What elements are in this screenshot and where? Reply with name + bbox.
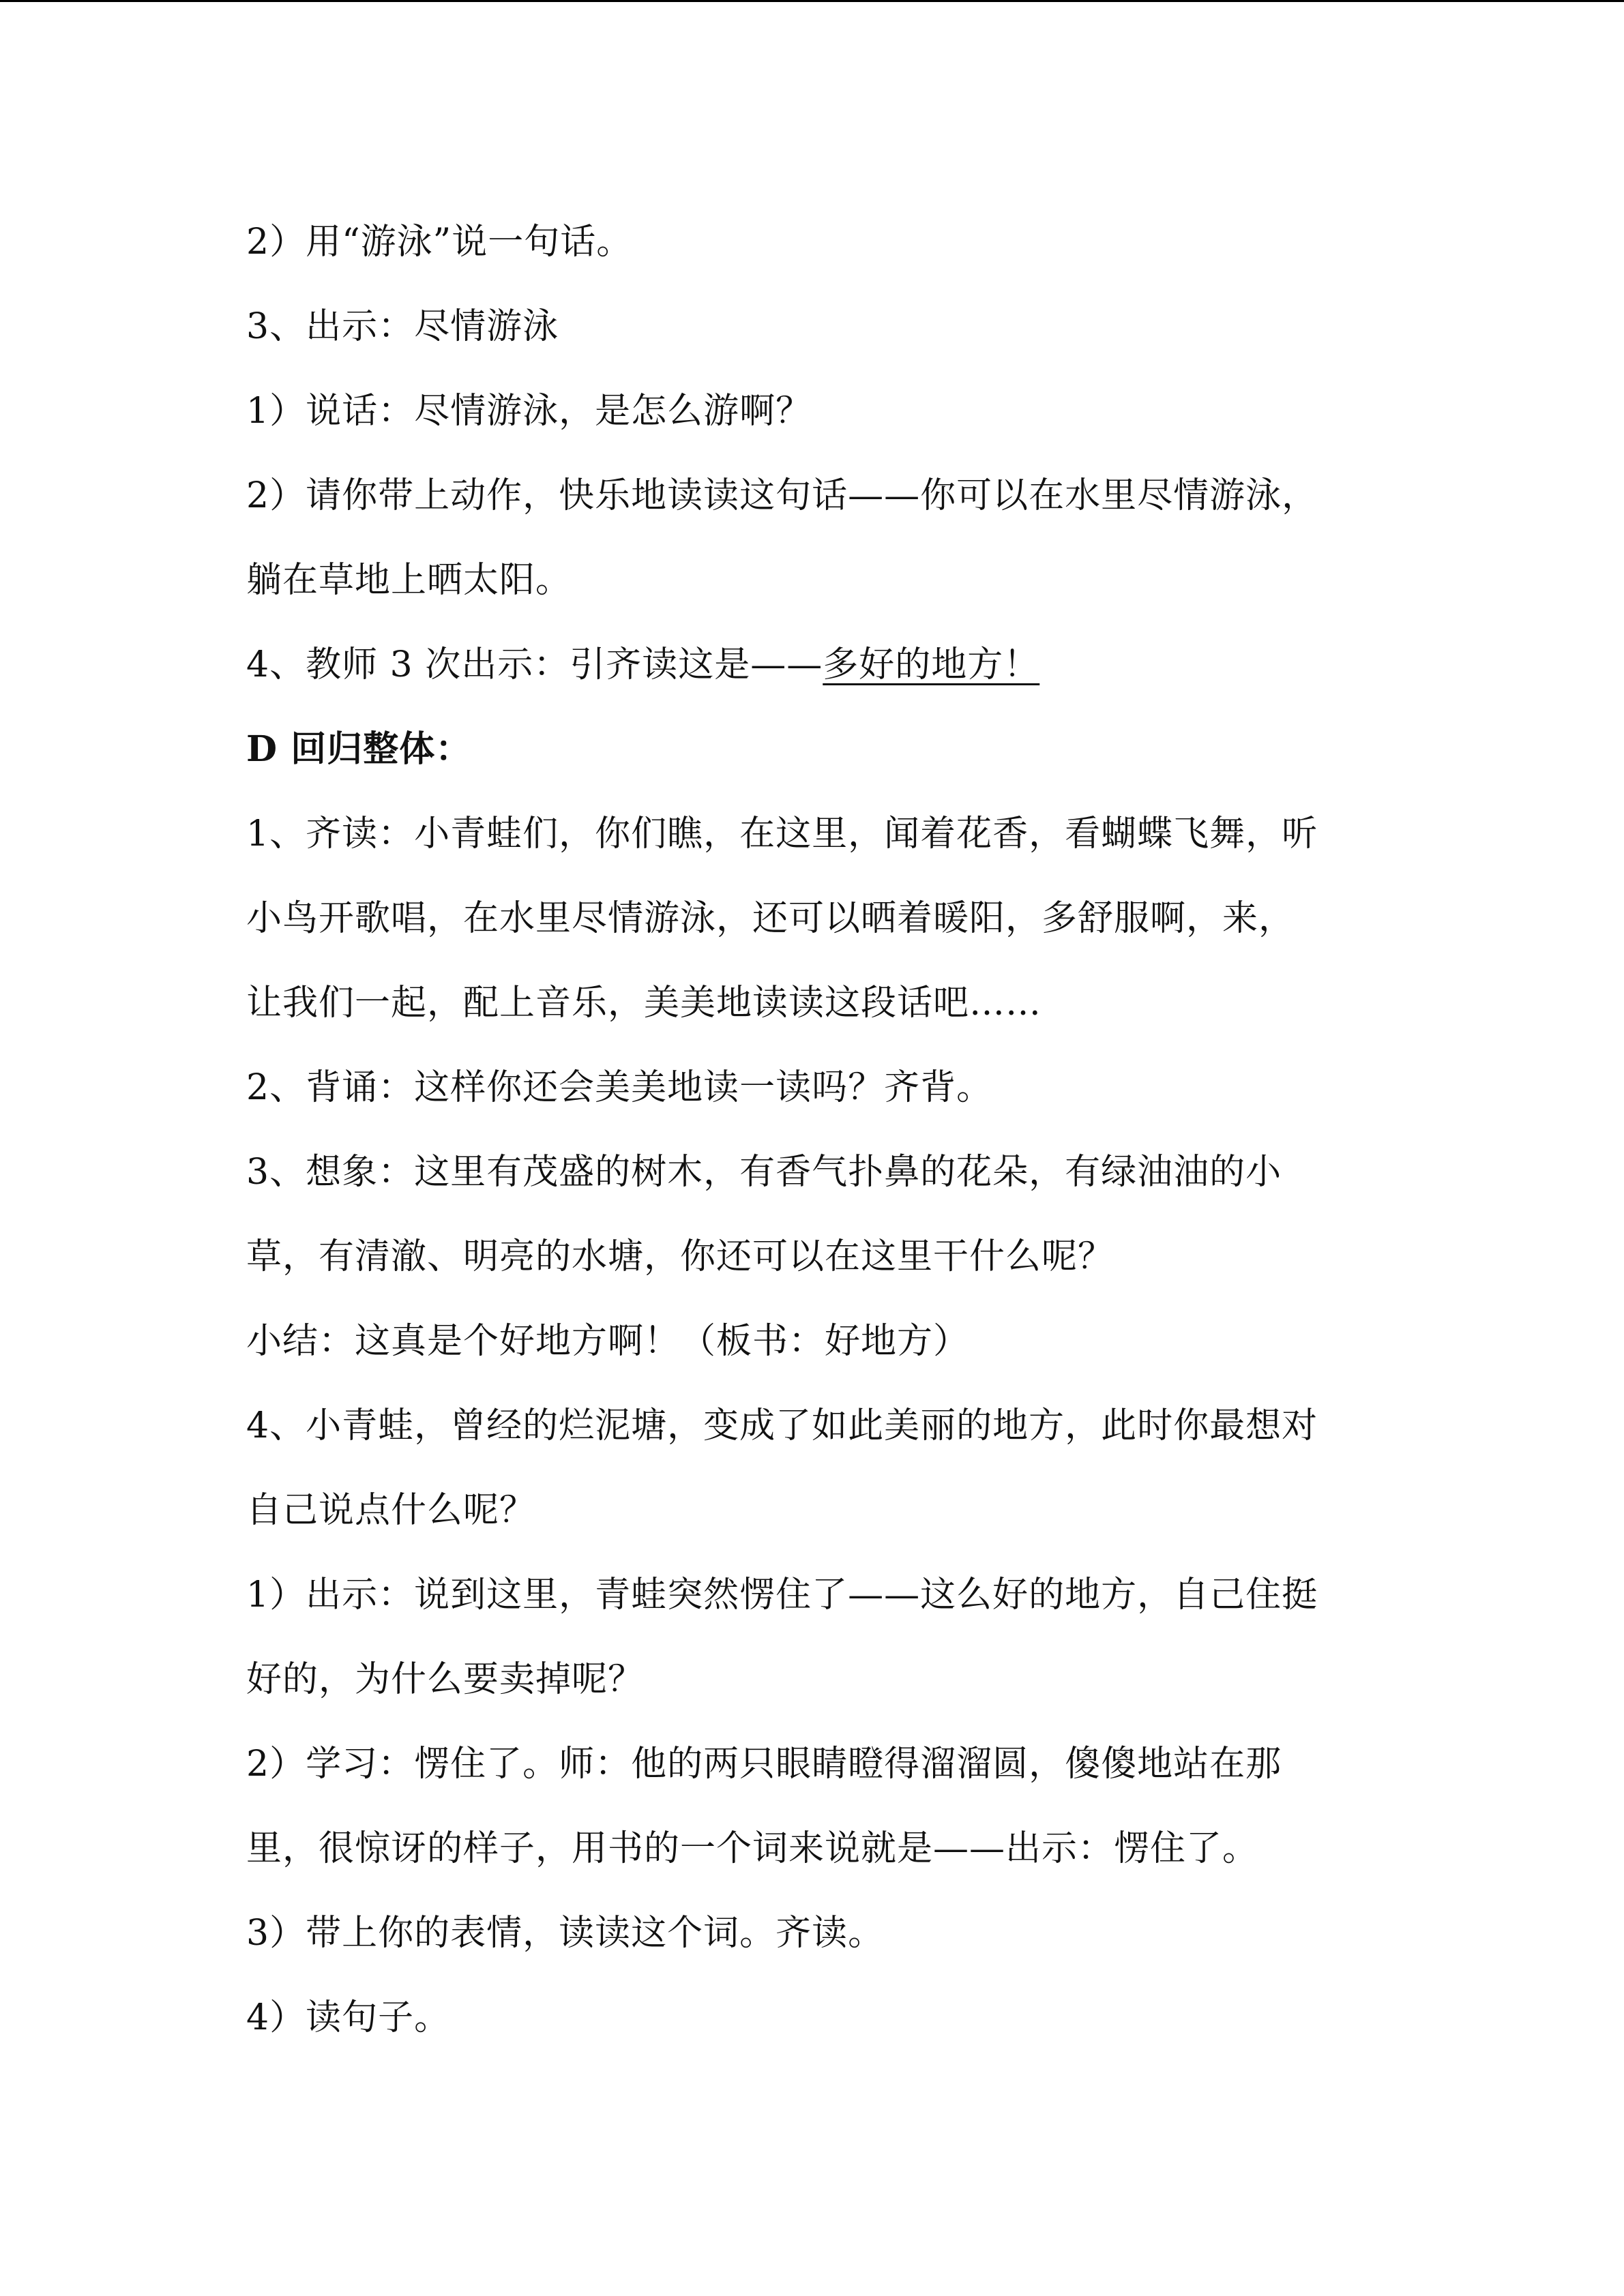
text-line: 2）用“游泳”说一句话。 — [246, 222, 633, 263]
text-line: 躺在草地上晒太阳。 — [246, 560, 572, 601]
text-line: 小鸟开歌唱，在水里尽情游泳，还可以晒着暖阳，多舒服啊，来， — [246, 898, 1295, 939]
document-body — [246, 200, 1378, 2060]
line-prefix: 4、教师 3 次出示：引齐读这是—— — [246, 644, 823, 685]
text-line: 草，有清澈、明亮的水塘，你还可以在这里干什么呢？ — [246, 1236, 1114, 1277]
text-line: 3）带上你的表情，读读这个词。齐读。 — [246, 1913, 885, 1954]
text-line: 2）学习：愣住了。师：他的两只眼睛瞪得溜溜圆，傻傻地站在那 — [246, 1744, 1282, 1785]
text-line: 1、齐读：小青蛙们，你们瞧，在这里，闻着花香，看蝴蝶飞舞，听 — [246, 814, 1318, 854]
text-line: 4、小青蛙，曾经的烂泥塘，变成了如此美丽的地方，此时你最想对 — [246, 1405, 1318, 1446]
text-line: 1）出示：说到这里，青蛙突然愣住了——这么好的地方，自己住挺 — [246, 1575, 1318, 1615]
text-line: 3、想象：这里有茂盛的树木，有香气扑鼻的花朵，有绿油油的小 — [246, 1152, 1282, 1193]
text-line: 2）请你带上动作，快乐地读读这句话——你可以在水里尽情游泳， — [246, 475, 1318, 516]
text-line: 1）说话：尽情游泳，是怎么游啊？ — [246, 391, 812, 432]
section-heading: D 回归整体： — [246, 728, 472, 770]
text-line: 4）读句子。 — [246, 1997, 451, 2038]
text-line: 里，很惊讶的样子，用书的一个词来说就是——出示：愣住了。 — [246, 1828, 1259, 1869]
text-line: 小结：这真是个好地方啊！（板书：好地方） — [246, 1321, 970, 1362]
underlined-phrase: 多好的地方！ — [823, 644, 1040, 685]
text-line — [246, 623, 1378, 707]
text-line: 让我们一起，配上音乐，美美地读读这段话吧…… — [246, 983, 1042, 1024]
text-line: 自己说点什么呢？ — [246, 1490, 536, 1531]
text-line: 好的，为什么要卖掉呢？ — [246, 1659, 645, 1700]
text-line: 2、背诵：这样你还会美美地读一读吗？齐背。 — [246, 1067, 993, 1108]
text-line: 3、出示：尽情游泳 — [246, 306, 559, 347]
